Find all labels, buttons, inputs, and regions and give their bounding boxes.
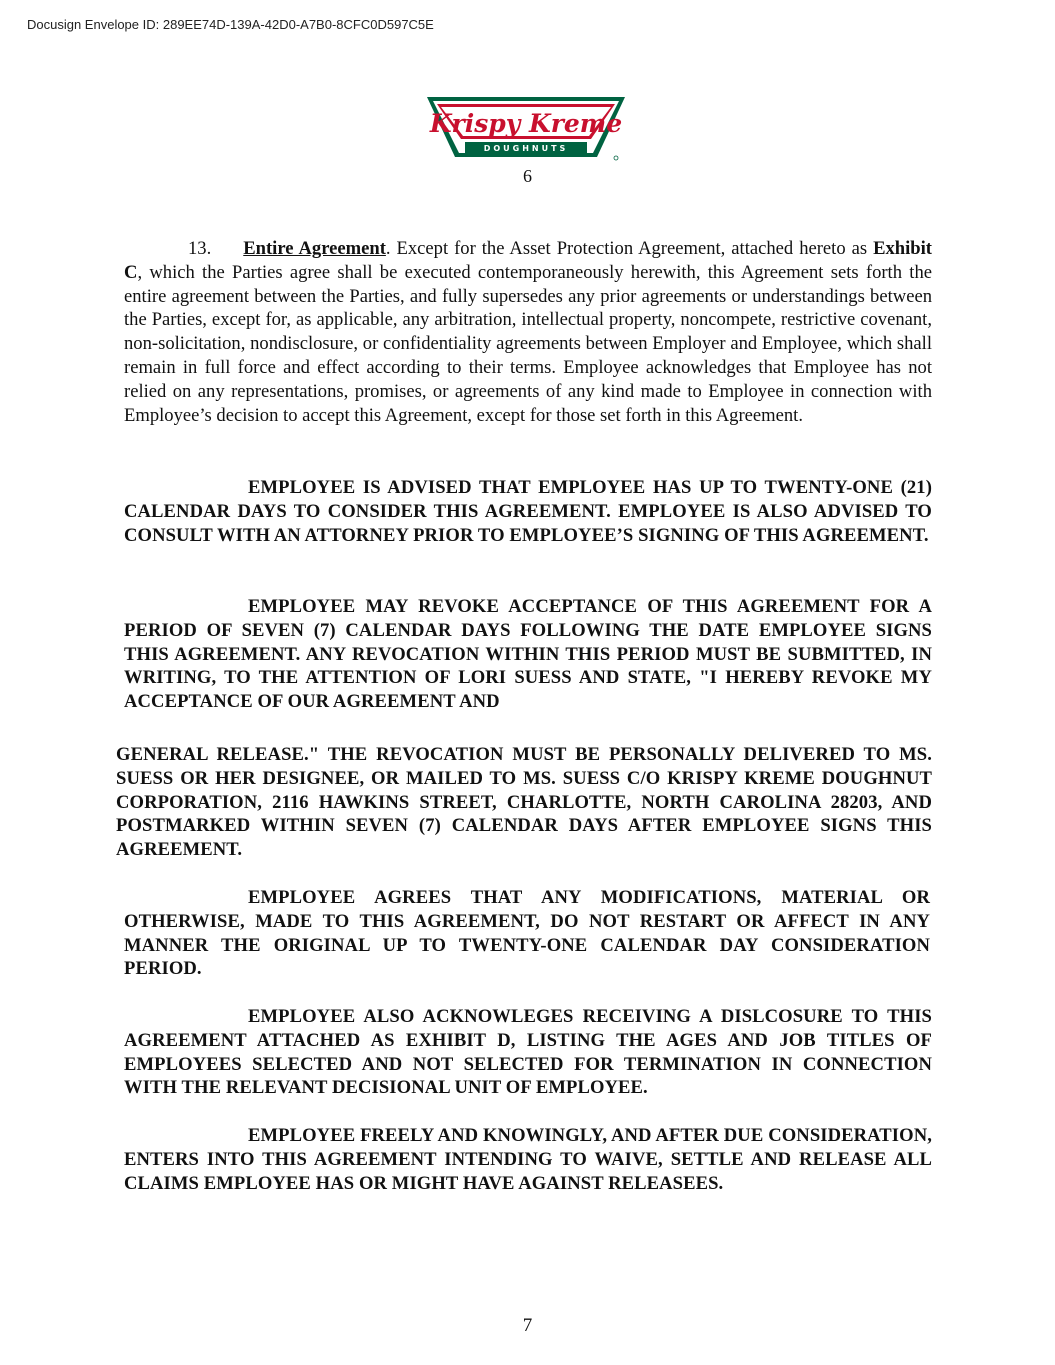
exhibit-c-ref: Exhibit C (124, 238, 932, 283)
bottom-page-number: 7 (522, 1315, 533, 1336)
notice-consideration-period (124, 476, 932, 547)
notice-knowing-waiver (124, 1124, 932, 1195)
notice-exhibit-d-disclosure (124, 1005, 932, 1100)
notice-revocation-part-1 (124, 595, 932, 714)
notice-4-text: EMPLOYEE ALSO ACKNOWLEGES RECEIVING A DISLCOSURE TO THIS AGREEMENT ATTACHED AS EXHIBIT D, LISTING THE AGES AND JOB TITLES OF EMPLOYEES SELECTED AND NOT SELECTED FOR TERMINATION IN CONNECTION WITH THE RELEVANT DECISIONAL UNIT OF EMPLOYEE. (124, 1006, 932, 1099)
notice-1-text: EMPLOYEE IS ADVISED THAT EMPLOYEE HAS UP TO TWENTY-ONE (21) CALENDAR DAYS TO CONSIDER THIS AGREEMENT. EMPLOYEE IS ALSO ADVISED TO CONSULT WITH AN ATTORNEY PRIOR TO EMPLOYEE’S SIGNING OF THIS AGREEMENT. (124, 477, 932, 546)
section-intro: . Except for the Asset Protection Agreement, attached hereto as (385, 238, 874, 259)
section-heading: Entire Agreement (243, 238, 386, 259)
notice-5-text: EMPLOYEE FREELY AND KNOWINGLY, AND AFTER DUE CONSIDERATION, ENTERS INTO THIS AGREEMENT INTENDING TO WAIVE, SETTLE AND RELEASE ALL CLAIMS EMPLOYEE HAS OR MIGHT HAVE AGAINST RELEASEES. (124, 1125, 932, 1194)
docusign-envelope-id: Docusign Envelope ID: 289EE74D-139A-42D0-A7B0-8CFC0D597C5E (27, 17, 434, 32)
notice-revocation-part-2 (116, 743, 932, 862)
notice-modifications (124, 886, 930, 981)
top-page-number: 6 (523, 166, 532, 186)
section-13-paragraph (124, 237, 932, 427)
section-body: , which the Parties agree shall be executed contemporaneously herewith, this Agreement sets forth the entire agreement between the Parties, and fully supersedes any prior agreements or understandings between the Parties, except for, as applicable, any arbitration, intellectual property, noncompete, restrictive covenant, non-solicitation, nondisclosure, or confidentiality agreements between Employer and Employee, which shall remain in full force and effect according to their terms. Employee acknowledges that Employee has not relied on any representations, promises, or agreements of any kind made to Employee in connection with Employee’s decision to accept this Agreement, except for those set forth in this Agreement. (124, 261, 932, 426)
svg-text:DOUGHNUTS: DOUGHNUTS (483, 144, 569, 153)
krispy-kreme-logo (425, 95, 627, 167)
notice-2a-text: EMPLOYEE MAY REVOKE ACCEPTANCE OF THIS AGREEMENT FOR A PERIOD OF SEVEN (7) CALENDAR DAYS FOLLOWING THE DATE EMPLOYEE SIGNS THIS AGREEMENT. ANY REVOCATION WITHIN THIS PERIOD MUST BE SUBMITTED, IN WRITING, TO THE ATTENTION OF LORI SUESS AND STATE, "I HEREBY REVOKE MY ACCEPTANCE OF OUR AGREEMENT AND (124, 596, 932, 713)
section-number: 13. (188, 238, 212, 259)
logo-graphic (425, 95, 627, 167)
svg-text:Krispy Kreme: Krispy Kreme (429, 109, 623, 138)
notice-3-text: EMPLOYEE AGREES THAT ANY MODIFICATIONS, MATERIAL OR OTHERWISE, MADE TO THIS AGREEMENT, DO NOT RESTART OR AFFECT IN ANY MANNER THE ORIGINAL UP TO TWENTY-ONE CALENDAR DAY CONSIDERATION PERIOD. (124, 887, 930, 980)
notice-2b-text: GENERAL RELEASE." THE REVOCATION MUST BE PERSONALLY DELIVERED TO MS. SUESS OR HER DESIGNEE, OR MAILED TO MS. SUESS C/O KRISPY KREME DOUGHNUT CORPORATION, 2116 HAWKINS STREET, CHARLOTTE, NORTH CAROLINA 28203, AND POSTMARKED WITHIN SEVEN (7) CALENDAR DAYS AFTER EMPLOYEE SIGNS THIS AGREEMENT. (116, 744, 932, 861)
